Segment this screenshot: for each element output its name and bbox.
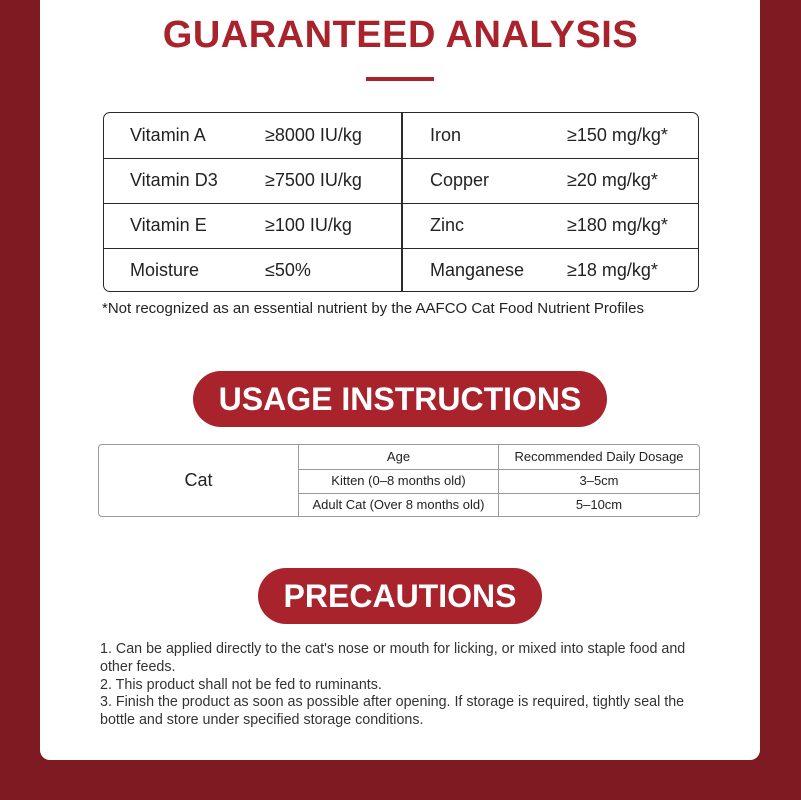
nutrient-value: ≥20 mg/kg* — [567, 170, 658, 190]
dosage-cell: 5–10cm — [575, 497, 623, 512]
nutrient-value: ≥8000 IU/kg — [265, 125, 362, 145]
nutrient-value: ≥7500 IU/kg — [265, 170, 362, 190]
usage-table — [98, 444, 700, 517]
nutrient-name: Vitamin E — [130, 215, 207, 235]
nutrient-name: Zinc — [430, 215, 465, 235]
precautions-heading: PRECAUTIONS — [258, 568, 542, 624]
table-header-row — [299, 445, 699, 470]
page-title: GUARANTEED ANALYSIS — [162, 14, 639, 56]
table-row — [104, 158, 698, 204]
nutrient-value: ≥180 mg/kg* — [567, 215, 668, 235]
guaranteed-analysis-table — [103, 112, 699, 292]
age-header: Age — [299, 445, 499, 469]
nutrient-name: Moisture — [130, 260, 200, 280]
table-row — [104, 203, 698, 249]
nutrient-value: ≥18 mg/kg* — [567, 260, 658, 280]
table-row — [104, 248, 698, 292]
footnote: *Not recognized as an essential nutrient by the AAFCO Cat Food Nutrient Profiles — [102, 300, 644, 317]
precautions-list — [100, 641, 710, 730]
nutrient-value: ≥100 IU/kg — [265, 215, 352, 235]
nutrient-name: Iron — [430, 125, 462, 145]
title-underline — [366, 77, 434, 81]
age-cell: Adult Cat (Over 8 months old) — [299, 493, 499, 517]
dosage-header: Recommended Daily Dosage — [514, 449, 684, 464]
table-row — [104, 113, 698, 159]
precaution-item: 2. This product shall not be fed to ruminants. — [100, 676, 382, 693]
dosage-cell: 3–5cm — [579, 473, 619, 488]
animal-label: Cat — [99, 445, 299, 516]
precaution-item: 3. Finish the product as soon as possible after opening. If storage is required, tightly seal the bottle and store under specified storage conditions. — [100, 694, 685, 729]
nutrient-name: Copper — [430, 170, 490, 190]
usage-grid — [299, 445, 699, 516]
age-cell: Kitten (0–8 months old) — [299, 469, 499, 493]
nutrient-name: Vitamin A — [130, 125, 206, 145]
table-row — [299, 469, 699, 494]
table-row — [299, 493, 699, 517]
nutrient-value: ≤50% — [265, 260, 311, 280]
nutrient-value: ≥150 mg/kg* — [567, 125, 668, 145]
precaution-item: 1. Can be applied directly to the cat's nose or mouth for licking, or mixed into staple food and other feeds. — [100, 641, 686, 675]
nutrient-name: Vitamin D3 — [130, 170, 218, 190]
usage-instructions-heading: USAGE INSTRUCTIONS — [193, 371, 607, 427]
nutrient-name: Manganese — [430, 260, 525, 280]
